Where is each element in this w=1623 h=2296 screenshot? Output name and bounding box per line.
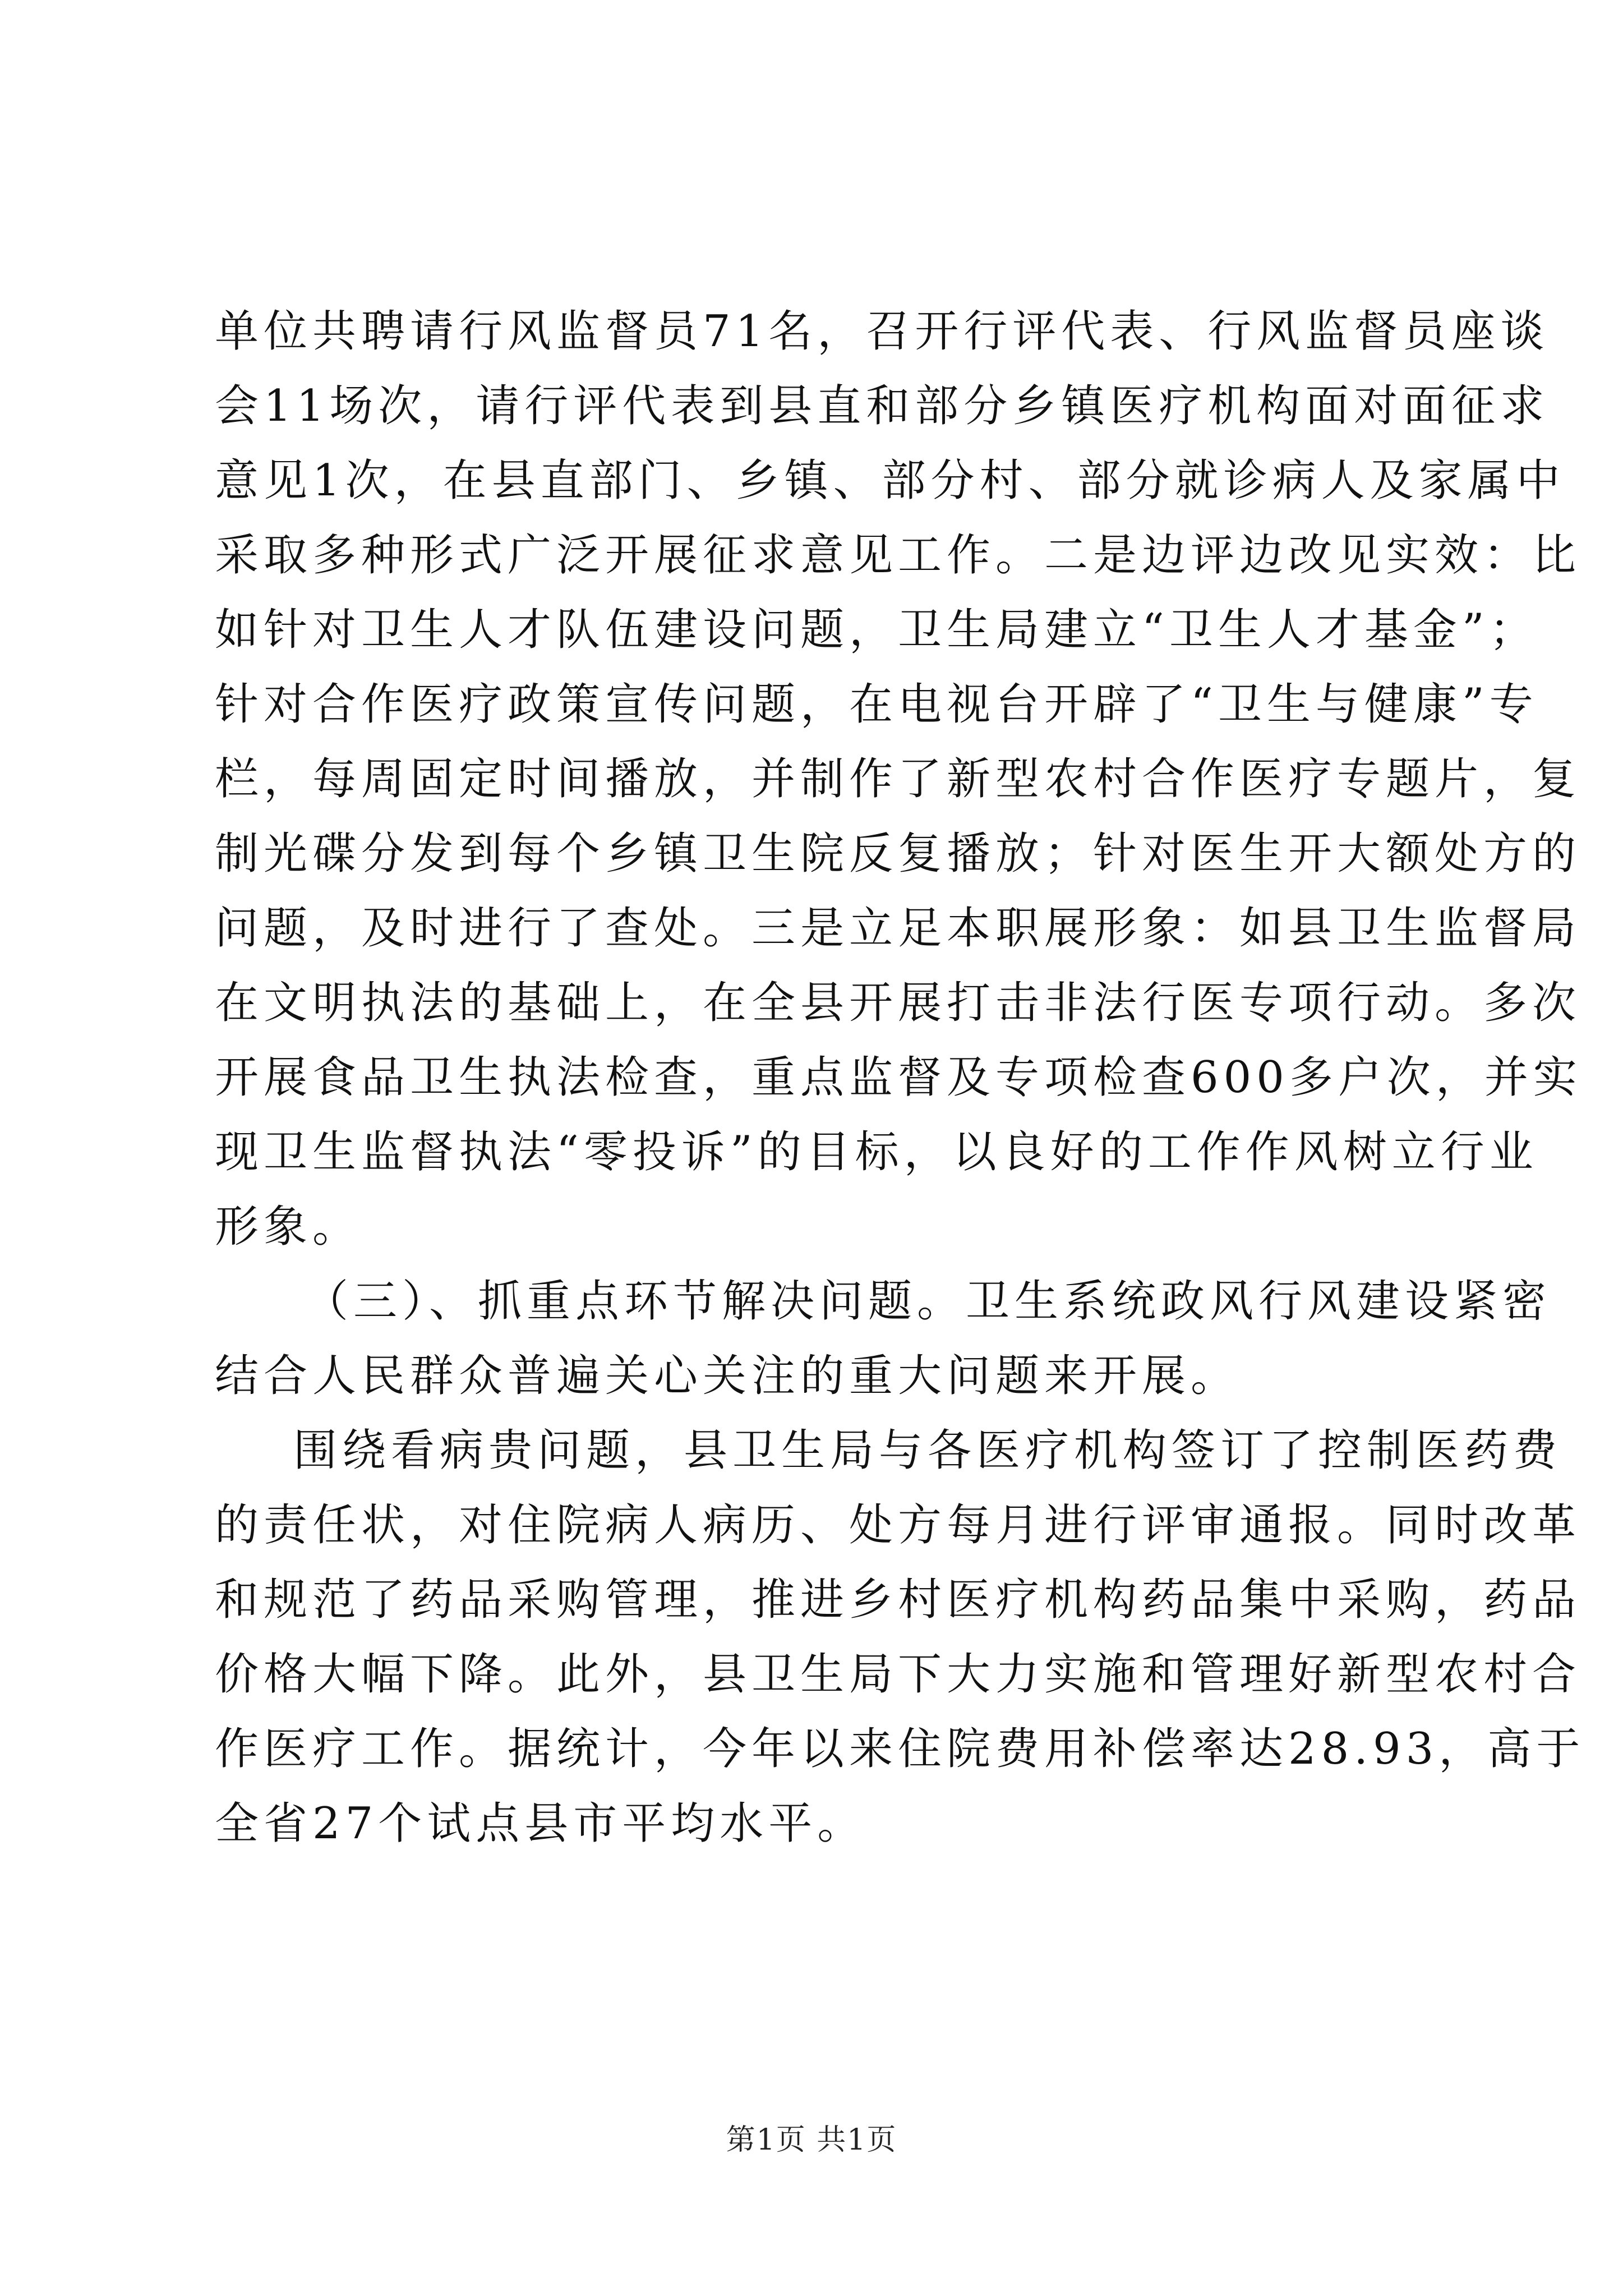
text-line: 如针对卫生人才队伍建设问题，卫生局建立“卫生人才基金”； bbox=[215, 605, 1538, 655]
text-line: 单位共聘请行风监督员71名，召开行评代表、行风监督员座谈 bbox=[215, 306, 1550, 357]
text-line: 价格大幅下降。此外，县卫生局下大力实施和管理好新型农村合 bbox=[215, 1649, 1581, 1700]
text-line: 形象。 bbox=[215, 1202, 362, 1252]
text-line: 开展食品卫生执法检查，重点监督及专项检查600多户次，并实 bbox=[215, 1052, 1582, 1103]
text-line: 在文明执法的基础上，在全县开展打击非法行医专项行动。多次 bbox=[215, 978, 1581, 1028]
text-line: 作医疗工作。据统计，今年以来住院费用补偿率达28.93，高于 bbox=[215, 1724, 1585, 1774]
text-line: 问题，及时进行了查处。三是立足本职展形象：如县卫生监督局 bbox=[215, 903, 1581, 954]
text-line: 会11场次，请行评代表到县直和部分乡镇医疗机构面对面征求 bbox=[215, 381, 1550, 431]
text-line: 栏，每周固定时间播放，并制作了新型农村合作医疗专题片，复 bbox=[215, 754, 1581, 804]
text-line: 制光碟分发到每个乡镇卫生院反复播放；针对医生开大额处方的 bbox=[215, 829, 1581, 879]
page-footer: 第1页 共1页 bbox=[726, 2123, 897, 2157]
text-line: 的责任状，对住院病人病历、处方每月进行评审通报。同时改革 bbox=[215, 1500, 1581, 1550]
text-line: 采取多种形式广泛开展征求意见工作。二是边评边改见实效：比 bbox=[215, 530, 1581, 581]
text-line: 意见1次，在县直部门、乡镇、部分村、部分就诊病人及家属中 bbox=[215, 455, 1565, 506]
text-line: 现卫生监督执法“零投诉”的目标，以良好的工作作风树立行业 bbox=[215, 1127, 1538, 1177]
section-heading: （三）、抓重点环节解决问题。卫生系统政风行风建设紧密 bbox=[305, 1276, 1552, 1327]
text-line: 结合人民群众普遍关心关注的重大问题来开展。 bbox=[215, 1351, 1240, 1401]
body-text bbox=[215, 295, 1585, 1861]
paragraph-start: 围绕看病贵问题，县卫生局与各医疗机构签订了控制医药费 bbox=[293, 1425, 1562, 1476]
text-line: 针对合作医疗政策宣传问题，在电视台开辟了“卫生与健康”专 bbox=[215, 679, 1538, 730]
text-line: 和规范了药品采购管理，推进乡村医疗机构药品集中采购，药品 bbox=[215, 1575, 1581, 1625]
text-line: 全省27个试点县市平均水平。 bbox=[215, 1798, 866, 1849]
